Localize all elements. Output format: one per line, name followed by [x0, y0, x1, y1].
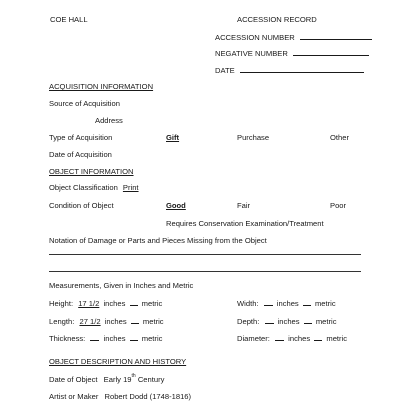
object-date-sup: th	[131, 373, 136, 380]
date-row	[215, 65, 364, 75]
object-date-row	[49, 375, 164, 384]
diameter-inches-field[interactable]	[275, 333, 284, 341]
damage-label: Notation of Damage or Parts and Pieces Missing from the Object	[49, 236, 267, 245]
accession-number-row	[215, 32, 372, 42]
depth-metric-field[interactable]	[304, 316, 312, 324]
type-label: Type of Acquisition	[49, 133, 113, 142]
accession-number-field[interactable]	[300, 32, 372, 40]
diameter-row	[237, 333, 347, 343]
height-metric-field[interactable]	[130, 298, 138, 306]
address-label: Address	[95, 116, 123, 125]
diameter-metric-field[interactable]	[314, 333, 322, 341]
thickness-metric-unit: metric	[141, 334, 163, 343]
thickness-label: Thickness:	[49, 334, 86, 343]
height-metric-unit: metric	[141, 299, 163, 308]
thickness-inches-field[interactable]	[90, 333, 99, 341]
condition-option-good[interactable]: Good	[166, 201, 186, 210]
conservation-note: Requires Conservation Examination/Treatment	[166, 219, 324, 228]
measurements-heading: Measurements, Given in Inches and Metric	[49, 281, 194, 290]
depth-label: Depth:	[237, 317, 260, 326]
negative-number-label: NEGATIVE NUMBER	[215, 49, 288, 58]
object-date-value	[104, 375, 165, 384]
thickness-inches-unit: inches	[103, 334, 126, 343]
height-inches-unit: inches	[103, 299, 126, 308]
height-value: 17 1/2	[78, 299, 100, 308]
width-label: Width:	[237, 299, 259, 308]
object-date-label: Date of Object	[49, 375, 98, 384]
height-label: Height:	[49, 299, 74, 308]
width-metric-field[interactable]	[303, 298, 311, 306]
depth-metric-unit: metric	[315, 317, 337, 326]
depth-inches-field[interactable]	[265, 316, 274, 324]
length-metric-unit: metric	[142, 317, 164, 326]
diameter-label: Diameter:	[237, 334, 270, 343]
width-inches-field[interactable]	[264, 298, 273, 306]
acquisition-date-label: Date of Acquisition	[49, 150, 112, 159]
date-label: DATE	[215, 66, 235, 75]
classification-value: Print	[122, 183, 139, 192]
depth-row	[237, 316, 337, 326]
condition-option-poor[interactable]: Poor	[330, 201, 347, 210]
object-date-suffix: Century	[137, 375, 165, 384]
length-label: Length:	[49, 317, 75, 326]
length-metric-field[interactable]	[131, 316, 139, 324]
object-info-heading: OBJECT INFORMATION	[49, 167, 134, 176]
width-metric-unit: metric	[314, 299, 336, 308]
date-field[interactable]	[240, 65, 364, 73]
maker-label: Artist or Maker	[49, 392, 99, 401]
negative-number-field[interactable]	[293, 48, 369, 56]
maker-value: Robert Dodd (1748-1816)	[104, 392, 192, 401]
source-label: Source of Acquisition	[49, 99, 120, 108]
object-date-prefix: Early 19	[103, 375, 132, 384]
form-title: ACCESSION RECORD	[237, 15, 317, 24]
width-inches-unit: inches	[276, 299, 299, 308]
width-row	[237, 298, 336, 308]
type-option-purchase[interactable]: Purchase	[237, 133, 270, 142]
thickness-metric-field[interactable]	[130, 333, 138, 341]
description-heading: OBJECT DESCRIPTION AND HISTORY	[49, 357, 187, 366]
condition-label: Condition of Object	[49, 201, 114, 210]
classification-row	[49, 183, 139, 192]
damage-line-1[interactable]	[49, 254, 361, 255]
diameter-inches-unit: inches	[288, 334, 311, 343]
thickness-row	[49, 333, 162, 343]
classification-label: Object Classification	[49, 183, 118, 192]
negative-number-row	[215, 48, 369, 58]
institution-name: COE HALL	[50, 15, 88, 24]
length-value: 27 1/2	[79, 317, 101, 326]
condition-option-fair[interactable]: Fair	[237, 201, 251, 210]
height-row	[49, 298, 162, 308]
depth-inches-unit: inches	[277, 317, 300, 326]
type-option-other[interactable]: Other	[330, 133, 349, 142]
type-option-gift[interactable]: Gift	[166, 133, 180, 142]
acquisition-heading: ACQUISITION INFORMATION	[49, 82, 154, 91]
length-row	[49, 316, 164, 326]
diameter-metric-unit: metric	[326, 334, 348, 343]
length-inches-unit: inches	[104, 317, 127, 326]
accession-number-label: ACCESSION NUMBER	[215, 33, 295, 42]
damage-line-2[interactable]	[49, 271, 361, 272]
